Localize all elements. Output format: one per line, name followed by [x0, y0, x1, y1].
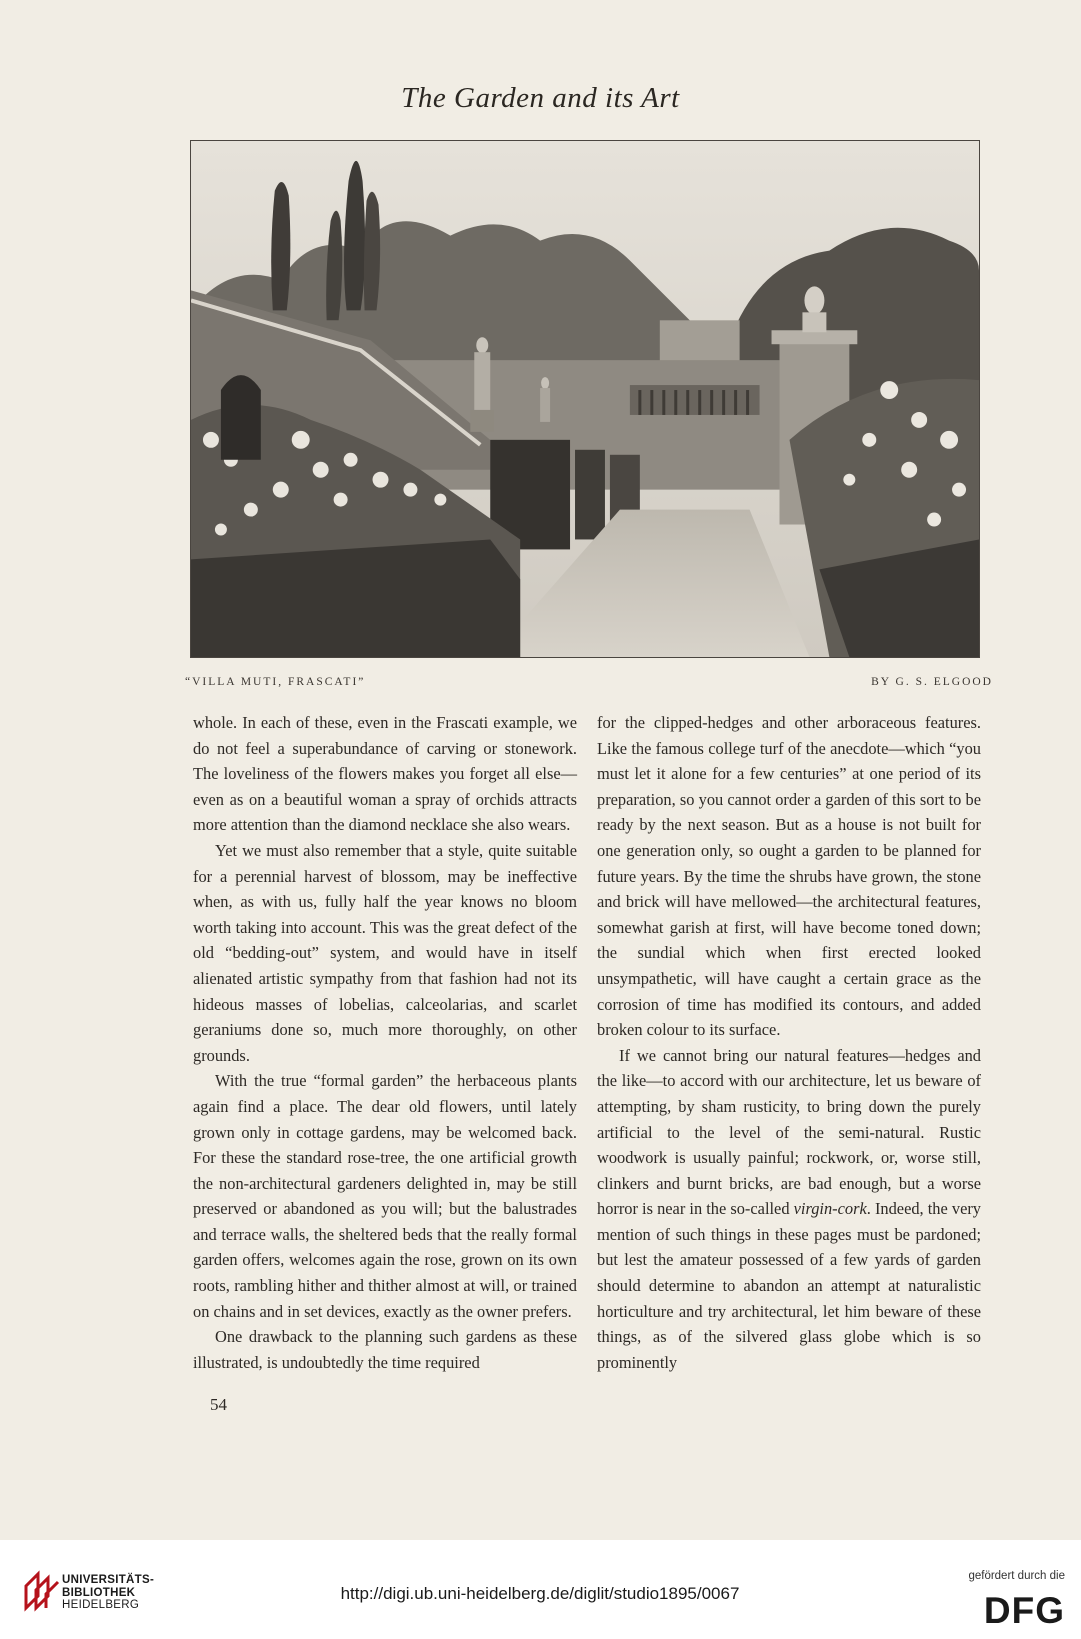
paragraph: With the true “formal garden” the herbaceous plants again find a place. The dear old flowers, until lately grown only in cottage gardens, may be welcomed back. For these the standard rose-tree, the one artificial growth the non-architectural gardeners delighted in, may be still preserved or abandoned as you will; but the balustrades and terrace walls, the sheltered beds that the really formal garden offers, welcomes again the rose, grown on its own roots, rambling hither and thither almost at will, or trained on chains and in set devices, exactly as the owner prefers. — [193, 1071, 577, 1321]
permalink[interactable]: http://digi.ub.uni-heidelberg.de/diglit/studio1895/0067 — [340, 1584, 740, 1603]
plate-title: “VILLA MUTI, FRASCATI” — [185, 676, 366, 688]
digitization-footer — [0, 1540, 1081, 1639]
dfg-logo-icon: DFG — [983, 1590, 1065, 1631]
paragraph: Yet we must also remember that a style, quite suitable for a perennial harvest of blossom, may be ineffective when, as with us, fully half the year knows no bloom worth taking into account. This was the great defect of the old “bedding-out” system, and would have in itself alienated artistic sympathy from that fashion had not its hideous masses of lobelias, calceolarias, and scarlet geraniums done so, much more thoroughly, on other grounds. — [193, 840, 577, 1065]
paragraph: One drawback to the planning such gardens as these illustrated, is undoubtedly the time required — [193, 1327, 577, 1372]
text-column-right — [597, 710, 981, 1375]
text-column-left — [193, 710, 577, 1375]
garden-illustration — [190, 140, 980, 658]
paragraph-text: If we cannot bring our natural features—hedges and the like—to accord with our architecture, let us beware of attempting, by sham rusticity, to bring down the purely artificial to the level of the semi-natural. Rustic woodwork is usually painful; rockwork, or, worse still, clinkers and burnt bricks, are bad enough, but a worse horror is near in the so-called — [597, 1045, 981, 1219]
funder-label: gefördert durch die — [968, 1570, 1065, 1582]
paragraph: whole. In each of these, even in the Frascati example, we do not feel a superabundance of carving or stonework. The loveliness of the flowers makes you forget all else—even as on a beautiful woman a spray of orchids attracts more attention than the diamond necklace she also wears. — [193, 713, 577, 835]
running-head: The Garden and its Art — [401, 82, 680, 114]
villa-muti-engraving — [191, 141, 979, 657]
italic-term: virgin-cork — [793, 1199, 867, 1219]
page-number: 54 — [210, 1395, 227, 1414]
paragraph-text: . Indeed, the very mention of such things in these pages must be pardoned; but lest the amateur possessed of a few yards of garden should determine to abandon an attempt at naturalistic horticulture and try architectural, let him beware of these things, as of the silvered glass globe which is so prominently — [597, 1199, 981, 1372]
plate-credit: BY G. S. ELGOOD — [871, 676, 993, 688]
paragraph — [597, 1043, 981, 1376]
institution-name: UNIVERSITÄTS- BIBLIOTHEK HEIDELBERG — [62, 1574, 155, 1611]
paragraph: for the clipped-hedges and other arboraceous features. Like the famous college turf of the anecdote—which “you must let it alone for a few centuries” at one period of its preparation, so you cannot order a garden of this sort to be ready by the next season. But as a house is not built for one generation only, so ought a garden to be planned for future years. By the time the shrubs have grown, the stone and brick will have mellowed—the architectural features, somewhat garish at first, will have become toned down; the sundial which when first erected looked unsympathetic, will have caught a certain grace as the corrosion of time has modified its contours, and added broken colour to its surface. — [597, 713, 981, 1040]
ub-heidelberg-logo-icon — [22, 1570, 64, 1612]
